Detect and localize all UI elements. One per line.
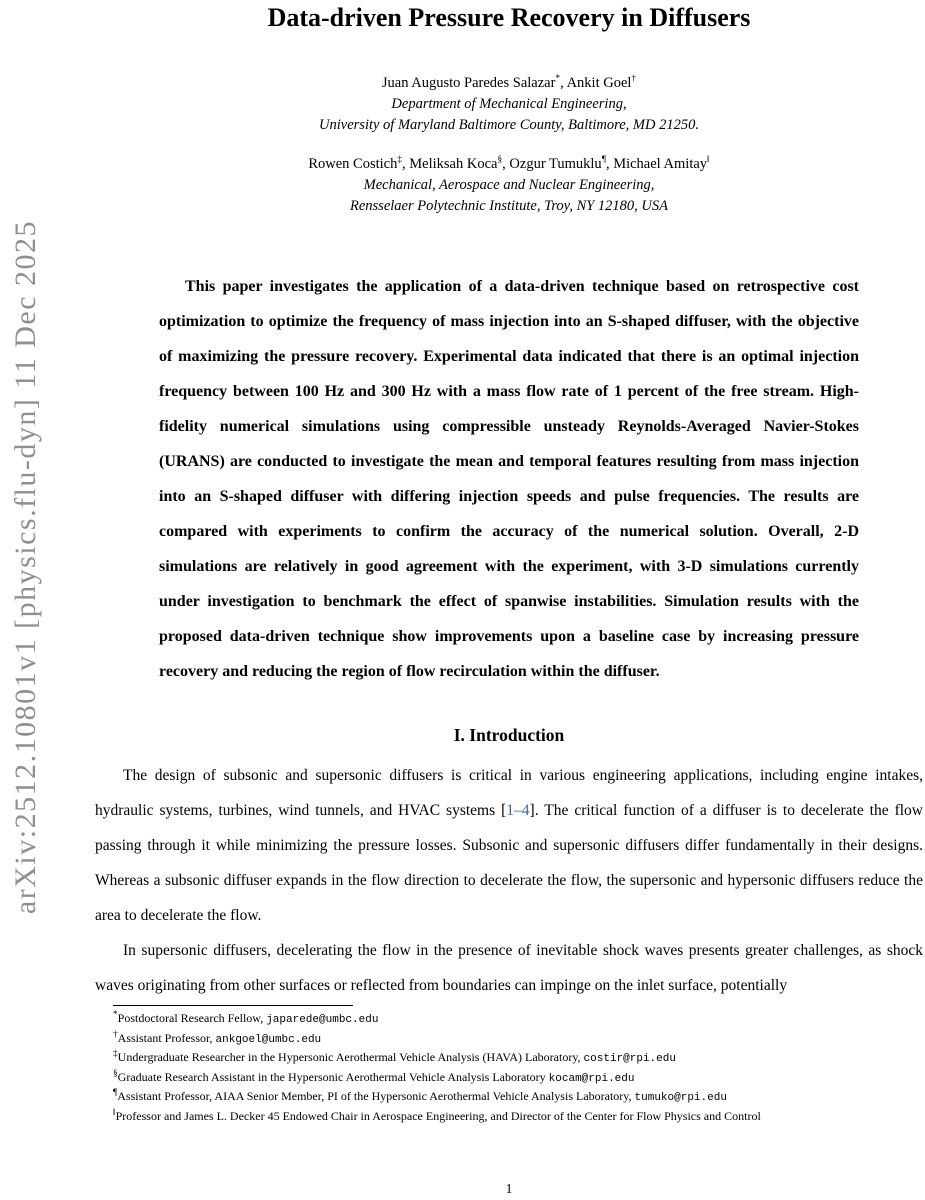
footnote-text: Professor and James L. Decker 45 Endowed Chair in Aerospace Engineering, and Director of the Center for Flow Physics and Control (115, 1108, 761, 1123)
citation-link[interactable]: 1–4 (506, 802, 530, 820)
footnote-rule (113, 1005, 353, 1006)
footnote (113, 1069, 923, 1089)
footnote-email: tumuko@rpi.edu (634, 1092, 727, 1105)
footnote-mark: ‖ (113, 1107, 116, 1118)
intro-paragraph-1 (95, 758, 923, 933)
footnote-email: ankgoel@umbc.edu (215, 1033, 322, 1046)
affiliation-umbc: University of Maryland Baltimore County, Baltimore, MD 21250. (319, 117, 699, 134)
author-footnote-mark: ‖ (707, 155, 710, 166)
abstract: This paper investigates the application of a data-driven technique based on retrospective cost optimization to optimize the frequency of mass injection into an S-shaped diffuser, with the objective of maximizing the pressure recovery. Experimental data indicated that there is an optimal injection frequency between 100 Hz and 300 Hz with a mass flow rate of 1 percent of the free stream. High-fidelity numerical simulations using compressible unsteady Reynolds-Averaged Navier-Stokes (URANS) are conducted to investigate the mean and temporal features resulting from mass injection into an S-shaped diffuser with differing injection speeds and pulse frequencies. The results are compared with experiments to confirm the accuracy of the numerical solution. Overall, 2-D simulations are relatively in good agreement with the experiment, with 3-D simulations currently under investigation to benchmark the effect of spanwise instabilities. Simulation results with the proposed data-driven technique show improvements upon a baseline case by increasing pressure recovery and reducing the region of flow recirculation within the diffuser. (159, 278, 859, 681)
paragraph-text-pre-citation: The design of subsonic and supersonic diffusers is critical in various engineering applications, including engine intakes, hydraulic systems, turbines, wind tunnels, and HVAC systems [ (95, 767, 923, 820)
footnote-text: Assistant Professor, AIAA Senior Member, PI of the Hypersonic Aerothermal Vehicle Analysis Laboratory, (117, 1089, 635, 1104)
author-name: , Meliksah Koca (402, 156, 498, 173)
footnote-text: Undergraduate Researcher in the Hypersonic Aerothermal Vehicle Analysis (HAVA) Laboratory, (117, 1050, 584, 1065)
author-footnote-mark: § (497, 155, 503, 166)
author-footnote-mark: † (631, 74, 637, 85)
author-line-umbc (95, 73, 923, 94)
affiliation-rpi: Rensselaer Polytechnic Institute, Troy, NY 12180, USA (349, 198, 669, 215)
section-heading-introduction: I. Introduction (453, 725, 565, 746)
author-line-rpi (95, 154, 923, 175)
page-number: 1 (505, 1181, 513, 1196)
footnote-email: kocam@rpi.edu (548, 1072, 635, 1085)
footnote-mark: ‡ (113, 1049, 118, 1060)
department-umbc: Department of Mechanical Engineering, (391, 96, 627, 113)
author-name: , Ozgur Tumuklu (502, 156, 602, 173)
paper-title: Data-driven Pressure Recovery in Diffusers (267, 3, 751, 32)
footnote-mark: ¶ (113, 1088, 118, 1099)
footnote-email: costir@rpi.edu (583, 1053, 676, 1066)
author-name: Rowen Costich (308, 156, 398, 173)
footnote-text: Postdoctoral Research Fellow, (117, 1011, 267, 1026)
paper-page (95, 0, 923, 1200)
arxiv-watermark: arXiv:2512.10801v1 [physics.flu-dyn] 11 Dec 2025 (9, 219, 42, 915)
footnote (113, 1088, 923, 1108)
paragraph-text-post-citation: ]. The critical function of a diffuser is to decelerate the flow passing through it while minimizing the pressure losses. Subsonic and supersonic diffusers differ fundamentally in their designs. Whereas a subsonic diffuser expands in the flow direction to decelerate the flow, the supersonic and hypersonic diffusers reduce the area to decelerate the flow. (95, 802, 923, 925)
footnote (113, 1049, 923, 1069)
footnote (113, 1108, 923, 1126)
author-footnote-mark: ¶ (601, 155, 606, 166)
footnote-mark: § (113, 1068, 118, 1079)
footnote (113, 1010, 923, 1030)
author-name: Juan Augusto Paredes Salazar (381, 75, 556, 92)
author-name: , Ankit Goel (560, 75, 632, 92)
footnote (113, 1030, 923, 1050)
author-name: , Michael Amitay (605, 156, 708, 173)
department-rpi: Mechanical, Aerospace and Nuclear Engineering, (363, 177, 655, 194)
author-footnote-mark: * (555, 74, 561, 85)
author-group-rpi (95, 154, 923, 217)
footnote-mark: * (113, 1010, 118, 1021)
intro-paragraph-2: In supersonic diffusers, decelerating the flow in the presence of inevitable shock waves presents greater challenges, as shock waves originating from other surfaces or reflected from boundaries can impinge on the inlet surface, potentially (95, 942, 923, 995)
footnote-text: Assistant Professor, (117, 1030, 216, 1045)
footnote-text: Graduate Research Assistant in the Hypersonic Aerothermal Vehicle Analysis Laboratory (117, 1069, 549, 1084)
footnote-email: japarede@umbc.edu (266, 1014, 379, 1027)
footnote-mark: † (113, 1029, 118, 1040)
author-group-umbc (95, 73, 923, 136)
footnotes (95, 1010, 923, 1125)
author-footnote-mark: ‡ (397, 155, 403, 166)
